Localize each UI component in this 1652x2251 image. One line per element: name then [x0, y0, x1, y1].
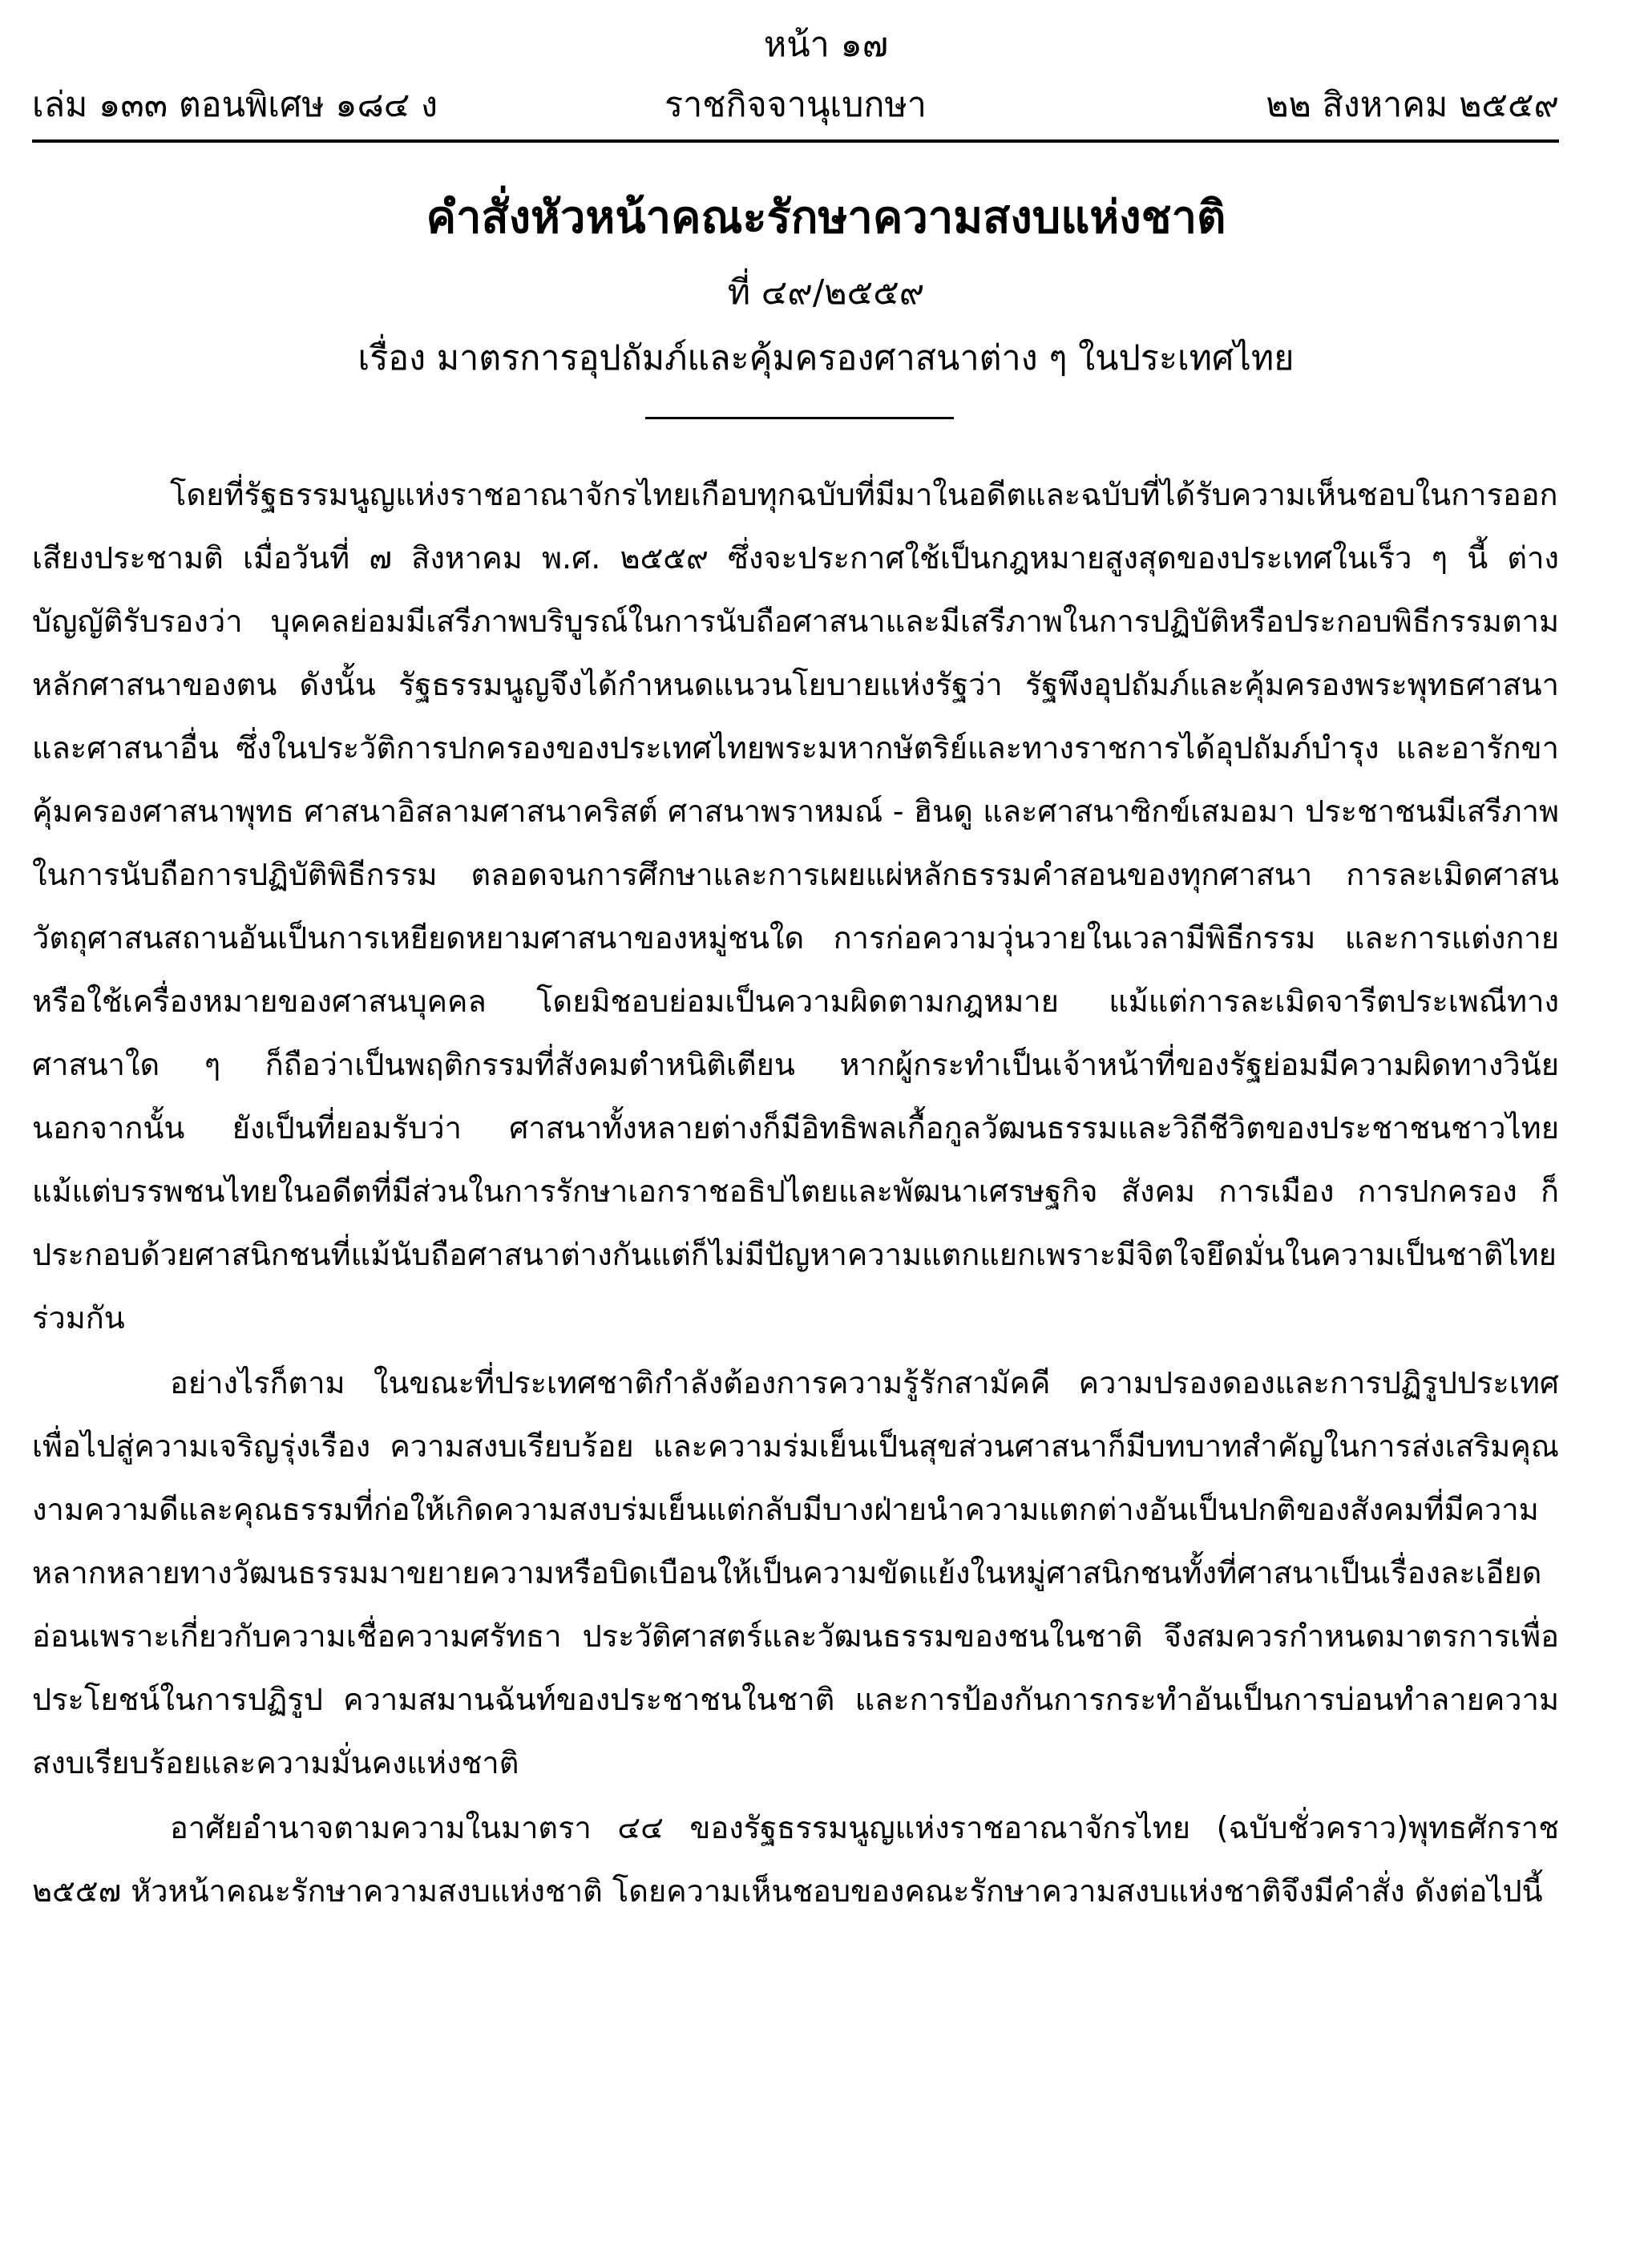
paragraph-reasons: อย่างไรก็ตาม ในขณะที่ประเทศชาติกำลังต้องการความรู้รักสามัคคี ความปรองดองและการปฏิรูปประเทศเพื่อไปสู่ความเจริญรุ่งเรือง ความสงบเรียบร้อย และความร่มเย็นเป็นสุขส่วนศาสนาก็มีบทบาทสำคัญในการส่งเสริมคุณงามความดีและคุณธรรมที่ก่อให้เกิดความสงบร่มเย็นแต่กลับมีบางฝ่ายนำความแตกต่างอันเป็นปกติของสังคมที่มีความหลากหลายทางวัฒนธรรมมาขยายความหรือบิดเบือนให้เป็นความขัดแย้งในหมู่ศาสนิกชนทั้งที่ศาสนาเป็นเรื่องละเอียดอ่อนเพราะเกี่ยวกับความเชื่อความศรัทธา ประวัติศาสตร์และวัฒนธรรมของชนในชาติ จึงสมควรกำหนดมาตรการเพื่อประโยชน์ในการปฏิรูป ความสมานฉันท์ของประชาชนในชาติ และการป้องกันการกระทำอันเป็นการบ่อนทำลายความสงบเรียบร้อยและความมั่นคงแห่งชาติ — [32, 1365, 1559, 1780]
gazette-header — [32, 77, 1559, 133]
header-divider — [32, 139, 1559, 143]
paragraph-authority: อาศัยอำนาจตามความในมาตรา ๔๔ ของรัฐธรรมนูญแห่งราชอาณาจักรไทย (ฉบับชั่วคราว)พุทธศักราช ๒๕๕๗ หัวหน้าคณะรักษาความสงบแห่งชาติ โดยความเห็นชอบของคณะรักษาความสงบแห่งชาติจึงมีคำสั่ง ดังต่อไปนี้ — [32, 1810, 1559, 1909]
document-title: คำสั่งหัวหน้าคณะรักษาความสงบแห่งชาติ — [426, 192, 1226, 244]
page-number: หน้า ๑๗ — [763, 25, 889, 65]
publication-name: ราชกิจจานุเบกษา — [664, 85, 927, 125]
order-number: ที่ ๔๙/๒๕๕๙ — [727, 273, 925, 313]
document-body — [32, 463, 1559, 1925]
volume-issue: เล่ม ๑๓๓ ตอนพิเศษ ๑๘๔ ง — [32, 85, 438, 125]
document-subject: เรื่อง มาตรการอุปถัมภ์และคุ้มครองศาสนาต่าง ๆ ในประเทศไทย — [357, 338, 1295, 378]
publication-date: ๒๒ สิงหาคม ๒๕๕๙ — [1266, 85, 1559, 125]
title-divider — [645, 417, 954, 419]
paragraph-preamble: โดยที่รัฐธรรมนูญแห่งราชอาณาจักรไทยเกือบทุกฉบับที่มีมาในอดีตและฉบับที่ได้รับความเห็นชอบในการออกเสียงประชามติ เมื่อวันที่ ๗ สิงหาคม พ.ศ. ๒๕๕๙ ซึ่งจะประกาศใช้เป็นกฎหมายสูงสุดของประเทศในเร็ว ๆ นี้ ต่างบัญญัติรับรองว่า บุคคลย่อมมีเสรีภาพบริบูรณ์ในการนับถือศาสนาและมีเสรีภาพในการปฏิบัติหรือประกอบพิธีกรรมตามหลักศาสนาของตน ดังนั้น รัฐธรรมนูญจึงได้กำหนดแนวนโยบายแห่งรัฐว่า รัฐพึงอุปถัมภ์และคุ้มครองพระพุทธศาสนาและศาสนาอื่น ซึ่งในประวัติการปกครองของประเทศไทยพระมหากษัตริย์และทางราชการได้อุปถัมภ์บำรุง และอารักขาคุ้มครองศาสนาพุทธ ศาสนาอิสลามศาสนาคริสต์ ศาสนาพราหมณ์ - ฮินดู และศาสนาซิกข์เสมอมา ประชาชนมีเสรีภาพในการนับถือการปฏิบัติพิธีกรรม ตลอดจนการศึกษาและการเผยแผ่หลักธรรมคำสอนของทุกศาสนา การละเมิดศาสนวัตถุศาสนสถานอันเป็นการเหยียดหยามศาสนาของหมู่ชนใด การก่อความวุ่นวายในเวลามีพิธีกรรม และการแต่งกายหรือใช้เครื่องหมายของศาสนบุคคล โดยมิชอบย่อมเป็นความผิดตามกฎหมาย แม้แต่การละเมิดจารีตประเพณีทางศาสนาใด ๆ ก็ถือว่าเป็นพฤติกรรมที่สังคมตำหนิติเตียน หากผู้กระทำเป็นเจ้าหน้าที่ของรัฐย่อมมีความผิดทางวินัย นอกจากนั้น ยังเป็นที่ยอมรับว่า ศาสนาทั้งหลายต่างก็มีอิทธิพลเกื้อกูลวัฒนธรรมและวิถีชีวิตของประชาชนชาวไทย แม้แต่บรรพชนไทยในอดีตที่มีส่วนในการรักษาเอกราชอธิปไตยและพัฒนาเศรษฐกิจ สังคม การเมือง การปกครอง ก็ประกอบด้วยศาสนิกชนที่แม้นับถือศาสนาต่างกันแต่ก็ไม่มีปัญหาความแตกแยกเพราะมีจิตใจยึดมั่นในความเป็นชาติไทยร่วมกัน — [32, 477, 1559, 1336]
